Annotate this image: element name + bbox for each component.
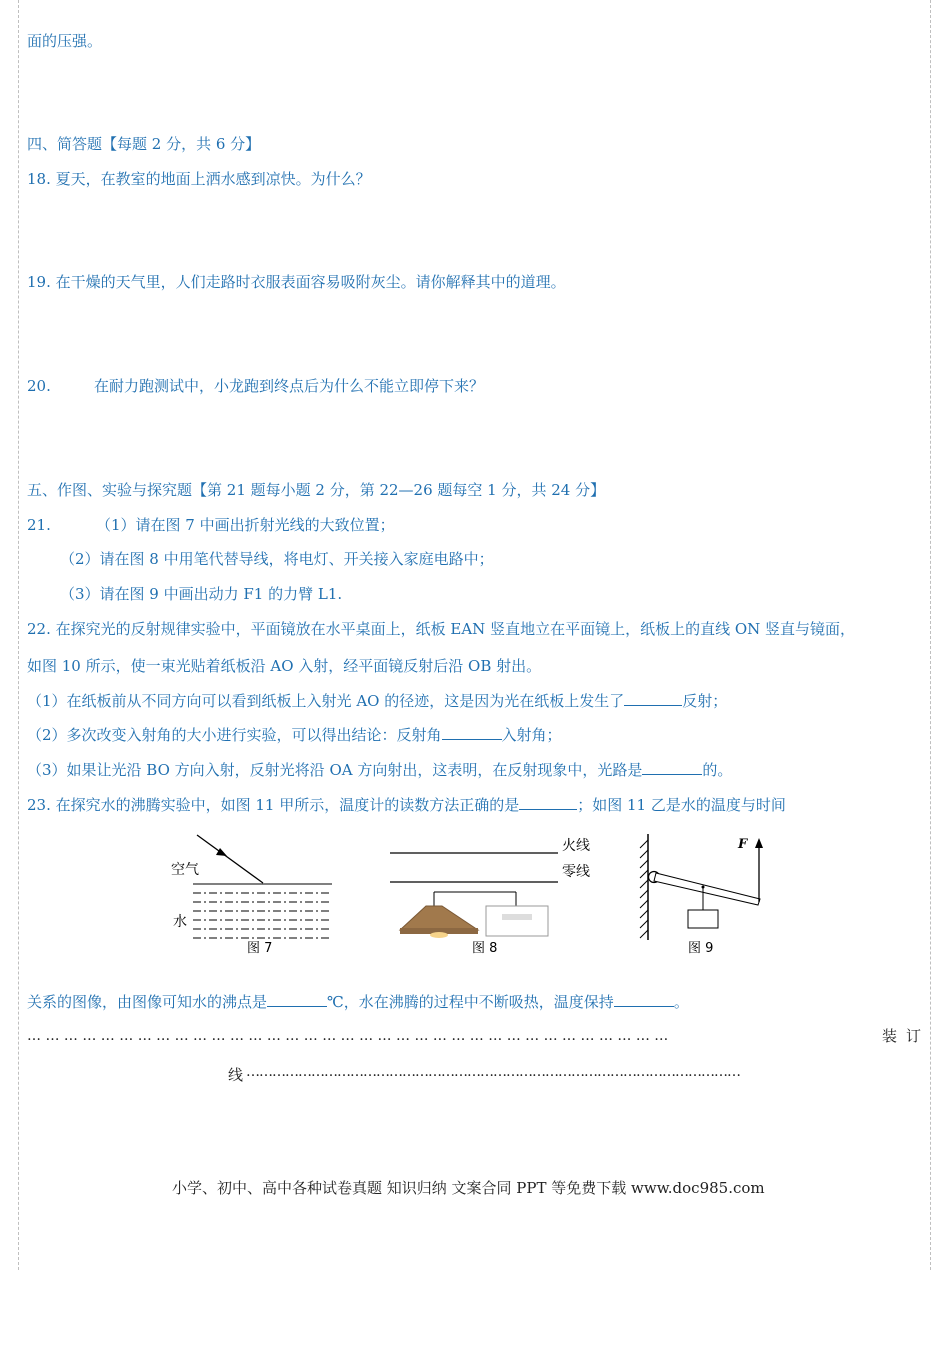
figure-8-caption: 图 8 <box>472 941 498 956</box>
binding-label-zhuang: 装 <box>882 1027 898 1045</box>
question-22-part2 <box>27 725 562 745</box>
question-21-part3: （3）请在图 9 中画出动力 F1 的力臂 L1. <box>60 585 343 603</box>
text-line: 面的压强。 <box>27 32 103 50</box>
label-force-F: F <box>738 837 748 852</box>
binding-dots-top: … … … … … … … … … … … … … … … … … … … … … … … … … … … … … … … … … … … <box>27 1028 669 1044</box>
text-span: 反射； <box>682 692 728 710</box>
text-span: 关系的图像，由图像可知水的沸点是 <box>27 993 268 1011</box>
footer-text: 小学、初中、高中各种试卷真题 知识归纳 文案合同 PPT 等免费下载 www.doc985.com <box>172 1179 765 1197</box>
figure-7-caption: 图 7 <box>247 941 273 956</box>
arrow-up-icon <box>755 838 763 848</box>
question-18: 18. 夏天，在教室的地面上洒水感到凉快。为什么？ <box>27 170 371 188</box>
text-span: 的。 <box>702 761 733 779</box>
question-20-text: 在耐力跑测试中，小龙跑到终点后为什么不能立即停下来？ <box>94 377 485 395</box>
label-live-wire: 火线 <box>562 838 590 854</box>
ray-arrow-icon <box>216 848 227 856</box>
answer-blank[interactable] <box>642 760 702 775</box>
question-22-part3 <box>27 760 732 780</box>
binding-dots-bottom: …………………………………………………………………………………………………… <box>246 1064 740 1080</box>
lamp-shade-icon <box>400 906 478 930</box>
question-21-part2: （2）请在图 8 中用笔代替导线，将电灯、开关接入家庭电路中； <box>60 550 494 568</box>
text-span: ；如图 11 乙是水的温度与时间 <box>577 796 786 814</box>
question-22-part1 <box>27 691 727 711</box>
figure-9 <box>632 830 772 960</box>
question-22-line2: 如图 10 所示，使一束光贴着纸板沿 AO 入射，经平面镜反射后沿 OB 射出。 <box>27 657 542 675</box>
right-margin-line <box>930 0 931 1270</box>
question-21-number: 21. <box>27 516 51 534</box>
text-span: 。 <box>673 993 689 1011</box>
switch-rocker-icon <box>502 914 532 920</box>
lever-bar <box>654 873 760 905</box>
binding-label-ding: 订 <box>906 1027 922 1045</box>
text-span: 入射角； <box>501 726 562 744</box>
figure-7 <box>165 830 340 960</box>
switch-plate-icon <box>486 906 548 936</box>
section-heading-4: 四、简答题【每题 2 分，共 6 分】 <box>27 135 261 153</box>
text-span: 23. 在探究水的沸腾实验中，如图 11 甲所示，温度计的读数方法正确的是 <box>27 796 520 814</box>
answer-blank[interactable] <box>624 691 682 706</box>
answer-blank[interactable] <box>614 992 674 1007</box>
label-neutral-wire: 零线 <box>562 864 590 880</box>
question-21-part1: （1）请在图 7 中画出折射光线的大致位置； <box>96 516 395 534</box>
question-23-line1 <box>27 795 786 815</box>
lamp-bulb-icon <box>430 932 448 938</box>
question-23-line2 <box>27 992 689 1012</box>
hanging-weight-icon <box>688 910 718 928</box>
question-19: 19. 在干燥的天气里，人们走路时衣服表面容易吸附灰尘。请你解释其中的道理。 <box>27 273 566 291</box>
text-span: （1）在纸板前从不同方向可以看到纸板上入射光 AO 的径迹，这是因为光在纸板上发生了 <box>27 692 625 710</box>
figure-9-caption: 图 9 <box>688 941 714 956</box>
answer-blank[interactable] <box>519 795 577 810</box>
section-heading-5: 五、作图、实验与探究题【第 21 题每小题 2 分，第 22—26 题每空 1 分，共 24 分】 <box>27 481 606 499</box>
question-20-number: 20. <box>27 377 51 395</box>
left-margin-line <box>18 0 19 1270</box>
binding-label-xian: 线 <box>228 1066 244 1084</box>
water-hatching <box>193 893 332 938</box>
text-span: （3）如果让光沿 BO 方向入射，反射光将沿 OA 方向射出，这表明，在反射现象中，光路是 <box>27 761 643 779</box>
label-air: 空气 <box>171 862 199 878</box>
text-span: （2）多次改变入射角的大小进行实验，可以得出结论：反射角 <box>27 726 442 744</box>
incident-ray <box>197 835 263 883</box>
label-water: 水 <box>173 914 187 930</box>
figure-8 <box>390 830 605 960</box>
hook-point <box>702 886 705 889</box>
question-22-line1: 22. 在探究光的反射规律实验中，平面镜放在水平桌面上，纸板 EAN 竖直地立在平面镜上，纸板上的直线 ON 竖直与镜面， <box>27 620 856 638</box>
text-span: ℃，水在沸腾的过程中不断吸热，温度保持 <box>327 993 614 1011</box>
answer-blank[interactable] <box>267 992 327 1007</box>
answer-blank[interactable] <box>442 725 502 740</box>
wall-hatching <box>640 840 648 938</box>
